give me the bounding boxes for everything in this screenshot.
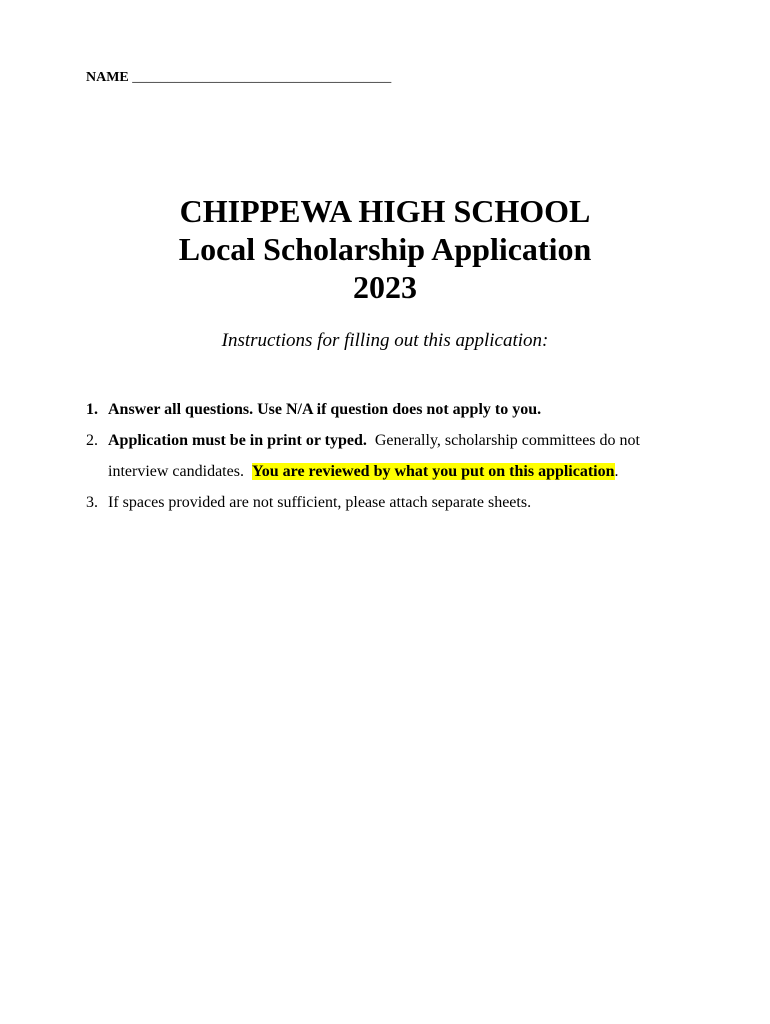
name-blank-line: _____________________________________ xyxy=(132,70,392,85)
item-number: 3. xyxy=(86,494,98,511)
item-text-end: . xyxy=(614,463,619,480)
instruction-item-3 xyxy=(86,487,686,518)
item-text: If spaces provided are not sufficient, please attach separate sheets. xyxy=(108,494,532,511)
name-field-line xyxy=(86,70,391,86)
instruction-item-2 xyxy=(86,425,686,487)
application-title: Local Scholarship Application xyxy=(178,231,592,267)
item-number: 2. xyxy=(86,432,98,449)
item-text-bold: Application must be in print or typed. xyxy=(108,432,367,449)
name-label: NAME xyxy=(86,70,129,85)
instruction-item-1 xyxy=(86,394,686,425)
item-text-bold: Answer all questions. Use N/A if question does not apply to you. xyxy=(108,401,542,418)
school-name: CHIPPEWA HIGH SCHOOL xyxy=(179,193,591,229)
highlighted-text: You are reviewed by what you put on this application xyxy=(251,463,615,480)
item-number: 1. xyxy=(86,401,98,418)
instructions-heading: Instructions for filling out this application: xyxy=(221,330,549,351)
item-text: Generally, scholarship committees do not interview candidates. xyxy=(108,432,644,480)
instructions-list xyxy=(86,394,686,518)
application-year: 2023 xyxy=(353,269,417,305)
document-title xyxy=(0,192,770,306)
